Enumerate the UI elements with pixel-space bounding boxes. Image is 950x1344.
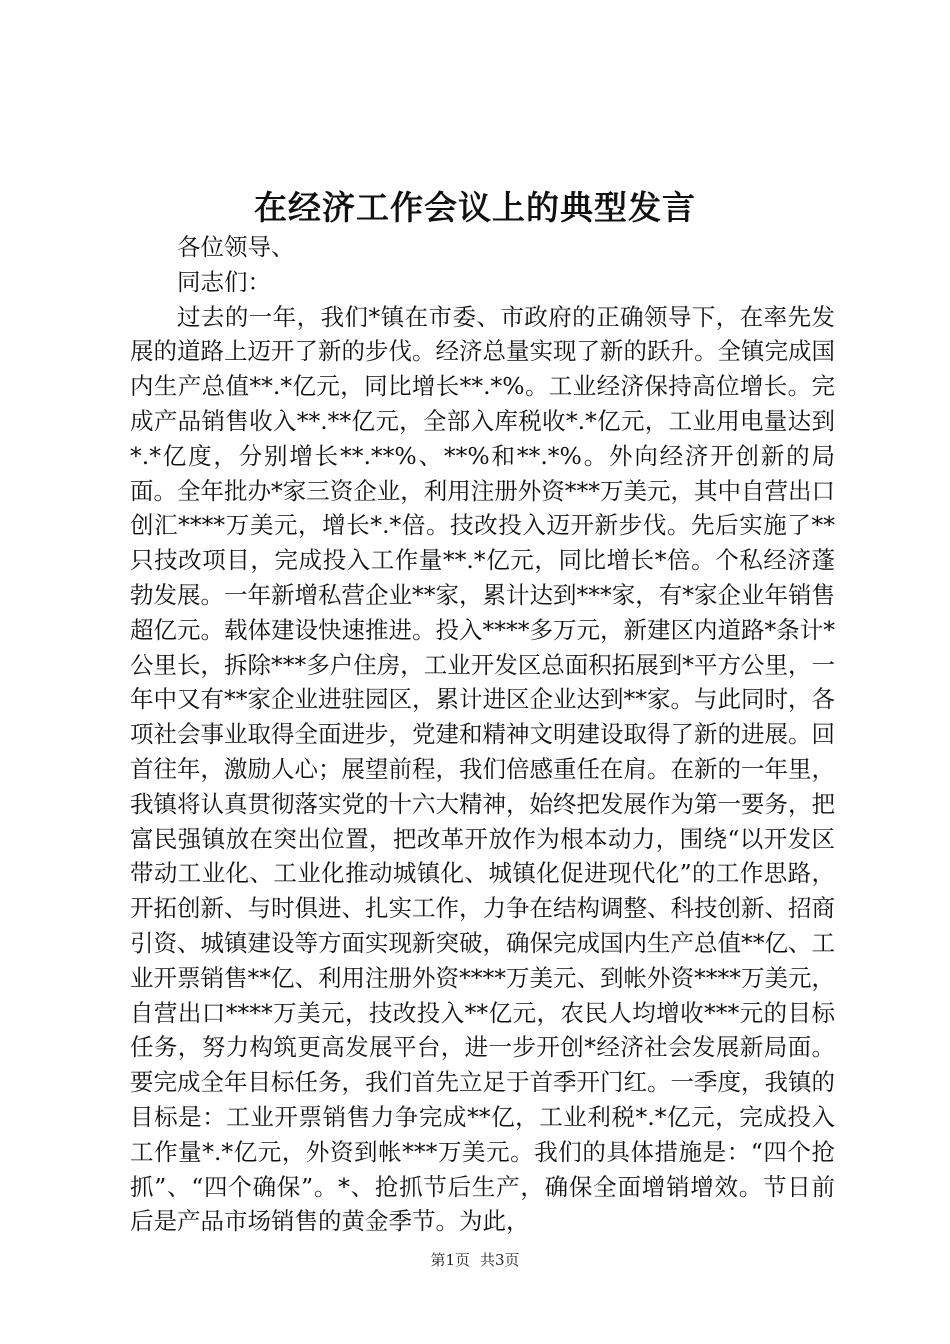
page-footer [0, 1250, 950, 1270]
body-paragraph: 过去的一年，我们*镇在市委、市政府的正确领导下，在率先发展的道路上迈开了新的步伐。经济总量实现了新的跃升。全镇完成国内生产总值**.*亿元，同比增长**.*%。工业经济保持高位增长。完成产品销售收入**.**亿元，全部入库税收*.*亿元，工业用电量达到*.*亿度，分别增长**.**%、**%和**.*%。外向经济开创新的局面。全年批办*家三资企业，利用注册外资***万美元，其中自营出口创汇****万美元，增长*.*倍。技改投入迈开新步伐。先后实施了**只技改项目，完成投入工作量**.*亿元，同比增长*倍。个私经济蓬勃发展。一年新增私营企业**家，累计达到***家，有*家企业年销售超亿元。载体建设快速推进。投入****多万元，新建区内道路*条计*公里长，拆除***多户住房，工业开发区总面积拓展到*平方公里，一年中又有**家企业进驻园区，累计进区企业达到**家。与此同时，各项社会事业取得全面进步，党建和精神文明建设取得了新的进展。回首往年，激励人心；展望前程，我们倍感重任在肩。在新的一年里，我镇将认真贯彻落实党的十六大精神，始终把发展作为第一要务，把富民强镇放在突出位置，把改革开放作为根本动力，围绕“以开发区带动工业化、工业化推动城镇化、城镇化促进现代化”的工作思路，开拓创新、与时俱进、扎实工作，力争在结构调整、科技创新、招商引资、城镇建设等方面实现新突破，确保完成国内生产总值**亿、工业开票销售**亿、利用注册外资****万美元、到帐外资****万美元，自营出口****万美元，技改投入**亿元，农民人均增收***元的目标任务，努力构筑更高发展平台，进一步开创*经济社会发展新局面。要完成全年目标任务，我们首先立足于首季开门红。一季度，我镇的目标是：工业开票销售力争完成**亿，工业利税*.*亿元，完成投入工作量*.*亿元，外资到帐***万美元。我们的具体措施是：“四个抢抓”、“四个确保”。*、抢抓节后生产，确保全面增销增效。节日前后是产品市场销售的黄金季节。为此， [130, 302, 835, 1236]
page-number-total: 共3页 [480, 1251, 520, 1269]
salutation-comrades: 同志们： [177, 267, 271, 296]
document-body [130, 230, 835, 1239]
document-title: 在经济工作会议上的典型发言 [254, 188, 696, 227]
salutation-leaders: 各位领导、 [177, 233, 295, 261]
page-number-current: 第1页 [430, 1251, 470, 1269]
